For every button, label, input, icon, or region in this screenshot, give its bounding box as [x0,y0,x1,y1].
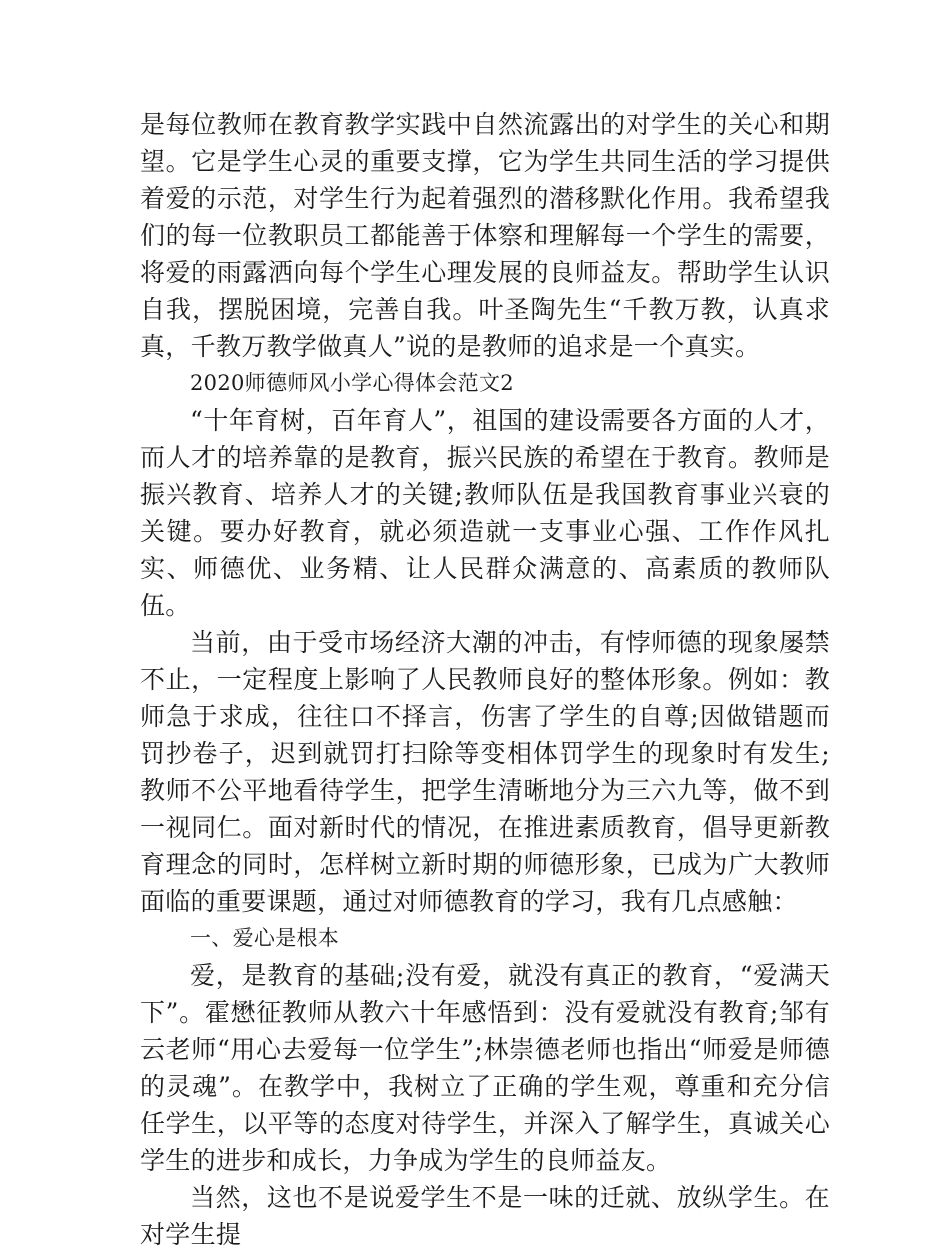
document-body [140,106,830,1253]
paragraph-truncated: 当然，这也不是说爱学生不是一味的迁就、放纵学生。在对学生提 [140,1183,830,1249]
section-title: 2020师德师风小学心得体会范文2 [190,371,514,395]
paragraph-intro: “十年育树，百年育人”，祖国的建设需要各方面的人才，而人才的培养靠的是教育，振兴民族的希望在于教育。教师是振兴教育、培养人才的关键;教师队伍是我国教育事业兴衰的关键。要办好教育，就必须造就一支事业心强、工作作风扎实、师德优、业务精、让人民群众满意的、高素质的教师队伍。 [140,406,830,620]
subheading-love: 一、爱心是根本 [190,926,340,950]
paragraph-love: 爱，是教育的基础;没有爱，就没有真正的教育，“爱满天下”。霍懋征教师从教六十年感悟到：没有爱就没有教育;邹有云老师“用心去爱每一位学生”;林崇德老师也指出“师爱是师德的灵魂”。在教学中，我树立了正确的学生观，尊重和充分信任学生，以平等的态度对待学生，并深入了解学生，真诚关心学生的进步和成长，力争成为学生的良师益友。 [140,961,830,1175]
paragraph-continued: 是每位教师在教育教学实践中自然流露出的对学生的关心和期望。它是学生心灵的重要支撑，它为学生共同生活的学习提供着爱的示范，对学生行为起着强烈的潜移默化作用。我希望我们的每一位教职员工都能善于体察和理解每一个学生的需要，将爱的雨露洒向每个学生心理发展的良师益友。帮助学生认识自我，摆脱困境，完善自我。叶圣陶先生“千教万教，认真求真，千教万教学做真人”说的是教师的追求是一个真实。 [140,110,830,361]
paragraph-current-situation: 当前，由于受市场经济大潮的冲击，有悖师德的现象屡禁不止，一定程度上影响了人民教师良好的整体形象。例如：教师急于求成，往往口不择言，伤害了学生的自尊;因做错题而罚抄卷子，迟到就罚打扫除等变相体罚学生的现象时有发生;教师不公平地看待学生，把学生清晰地分为三六九等，做不到一视同仁。面对新时代的情况，在推进素质教育，倡导更新教育理念的同时，怎样树立新时期的师德形象，已成为广大教师面临的重要课题，通过对师德教育的学习，我有几点感触： [140,628,830,916]
